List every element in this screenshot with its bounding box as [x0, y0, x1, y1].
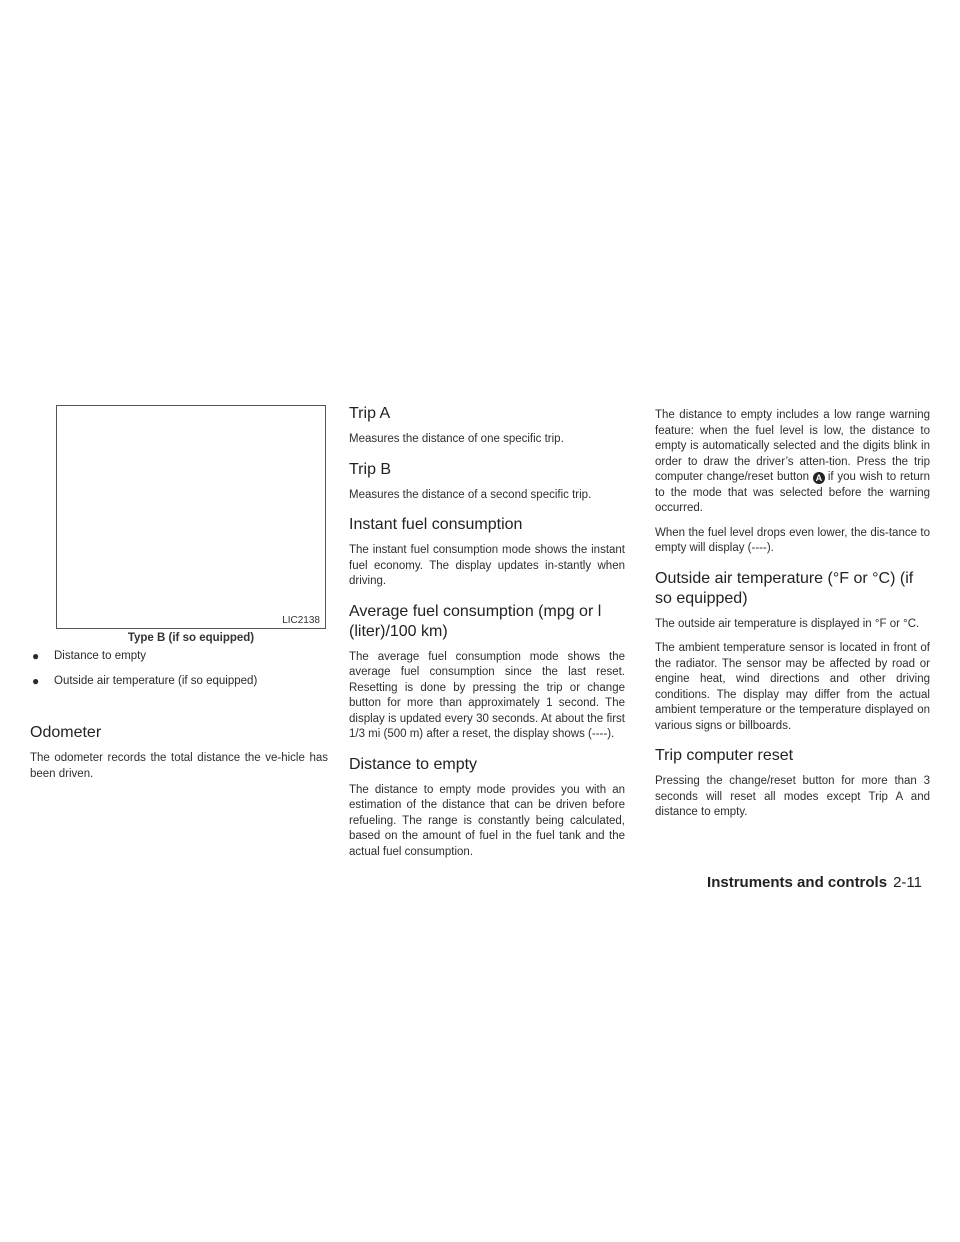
- reset-text: Pressing the change/reset button for more than 3 seconds will reset all modes except Trip A and distance to empty.: [655, 775, 930, 818]
- odometer-text: The odometer records the total distance the ve-hicle has been driven.: [30, 752, 328, 780]
- distance-heading: Distance to empty: [349, 755, 478, 773]
- distance-text: The distance to empty mode provides you with an estimation of the distance that can be driven before refueling. The range is constantly being calculated, based on the amount of fuel in the fuel tank and the actual fuel consumption.: [349, 783, 625, 858]
- bullet-icon: ●: [32, 649, 40, 663]
- footer-section: Instruments and controls: [707, 874, 888, 891]
- column-middle: [349, 404, 625, 869]
- outside-heading: Outside air temperature (°F or °C) (if so equipped): [655, 569, 914, 607]
- page-number: 2-11: [893, 874, 922, 891]
- low-range-text-2: When the fuel level drops even lower, the dis-tance to empty will display (----).: [655, 526, 930, 554]
- figure-caption: Type B (if so equipped): [127, 632, 255, 644]
- odometer-section: [30, 723, 328, 791]
- trip-b-text: Measures the distance of a second specific trip.: [349, 488, 592, 501]
- average-heading: Average fuel consumption (mpg or l (liter)/100 km): [349, 602, 602, 640]
- outside-text-2: The ambient temperature sensor is located in front of the radiator. The sensor may be affected by road or engine heat, wind directions and other driving conditions. The display may differ from the actual ambient temperature or the temperature displayed on various signs or billboards.: [655, 642, 930, 732]
- outside-text-1: The outside air temperature is displayed in °F or °C.: [655, 617, 920, 630]
- bullet-icon: ●: [32, 674, 40, 688]
- instant-text: The instant fuel consumption mode shows the instant fuel economy. The display updates in-stantly when driving.: [349, 544, 625, 587]
- trip-b-heading: Trip B: [349, 460, 392, 478]
- instant-heading: Instant fuel consumption: [349, 516, 523, 533]
- figure-code: LIC2138: [282, 615, 320, 626]
- trip-a-heading: Trip A: [349, 405, 391, 422]
- list-item: ● Outside air temperature (if so equipped): [32, 674, 258, 688]
- odometer-heading: Odometer: [30, 724, 102, 741]
- column-right: [655, 408, 930, 830]
- page-footer: [707, 874, 922, 891]
- bullet-list: [30, 649, 328, 699]
- average-text: The average fuel consumption mode shows the average fuel consumption since the last reset. Resetting is done by pressing the trip or change button for more than approximately 1 second. The display is updated every 30 seconds. At about the first 1/3 mi (500 m) after a reset, the display shows (----).: [349, 650, 625, 740]
- figure-frame: [56, 405, 326, 629]
- callout-a-icon: A: [813, 472, 825, 484]
- reset-heading: Trip computer reset: [655, 747, 794, 764]
- trip-a-text: Measures the distance of one specific trip.: [349, 433, 564, 445]
- list-item: ● Distance to empty: [32, 649, 147, 663]
- low-range-text: The distance to empty includes a low range warning feature: when the fuel level is low, the distance to empty is automatically selected and the digits blink in order to draw the driver’s atten-tion. Press the trip computer change/reset button A if you wish to return to the mode that was selected before the warning occurred.: [655, 409, 930, 514]
